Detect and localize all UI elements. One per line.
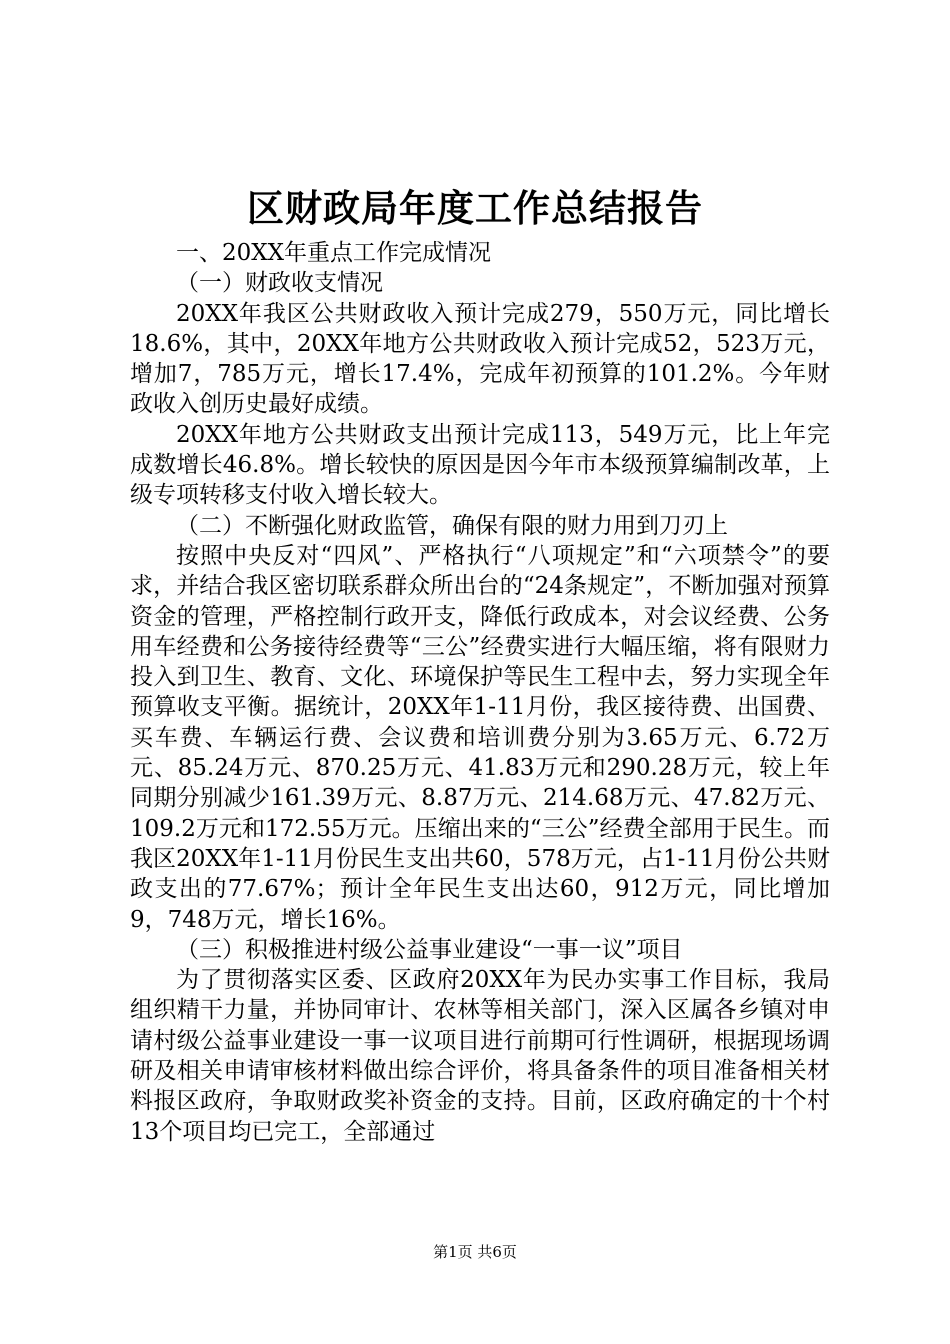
document-body [130,238,830,1147]
page-number-footer: 第1页 共6页 [433,1243,517,1261]
document-title: 区财政局年度工作总结报告 [247,186,703,230]
paragraph-expenditure: 20XX年地方公共财政支出预计完成113，549万元，比上年完成数增长46.8%。增长较快的原因是因今年市本级预算编制改革，上级专项转移支付收入增长较大。 [130,421,830,509]
subsection-heading-village-projects: （三）积极推进村级公益事业建设“一事一议”项目 [176,936,683,963]
paragraph-supervision: 按照中央反对“四风”、严格执行“八项规定”和“六项禁令”的要求，并结合我区密切联系群众所出台的“24条规定”，不断加强对预算资金的管理，严格控制行政开支，降低行政成本，对会议经费、公务用车经费和公务接待经费等“三公”经费实进行大幅压缩，将有限财力投入到卫生、教育、文化、环境保护等民生工程中去，努力实现全年预算收支平衡。据统计，20XX年1-11月份，我区接待费、出国费、买车费、车辆运行费、会议费和培训费分别为3.65万元、6.72万元、85.24万元、870.25万元、41.83万元和290.28万元，较上年同期分别减少161.39万元、8.87万元、214.68万元、47.82万元、109.2万元和172.55万元。压缩出来的“三公”经费全部用于民生。而我区20XX年1-11月份民生支出共60，578万元，占1-11月份公共财政支出的77.67%；预计全年民生支出达60，912万元，同比增加9，748万元，增长16%。 [130,542,830,933]
section-heading-1: 一、20XX年重点工作完成情况 [176,240,492,266]
paragraph-village-projects: 为了贯彻落实区委、区政府20XX年为民办实事工作目标，我局组织精干力量，并协同审计、农林等相关部门，深入区属各乡镇对申请村级公益事业建设一事一议项目进行前期可行性调研，根据现场调研及相关申请审核材料做出综合评价，将具备条件的项目准备相关材料报区政府，争取财政奖补资金的支持。目前，区政府确定的十个村13个项目均已完工，全部通过 [130,967,830,1145]
subsection-heading-fiscal-supervision: （二）不断强化财政监管，确保有限的财力用到刀刃上 [176,512,728,539]
subsection-heading-fiscal-revenue-expenditure: （一）财政收支情况 [176,270,383,297]
paragraph-revenue: 20XX年我区公共财政收入预计完成279，550万元，同比增长18.6%，其中，20XX年地方公共财政收入预计完成52，523万元，增加7，785万元，增长17.4%，完成年初预算的101.2%。今年财政收入创历史最好成绩。 [130,300,830,418]
